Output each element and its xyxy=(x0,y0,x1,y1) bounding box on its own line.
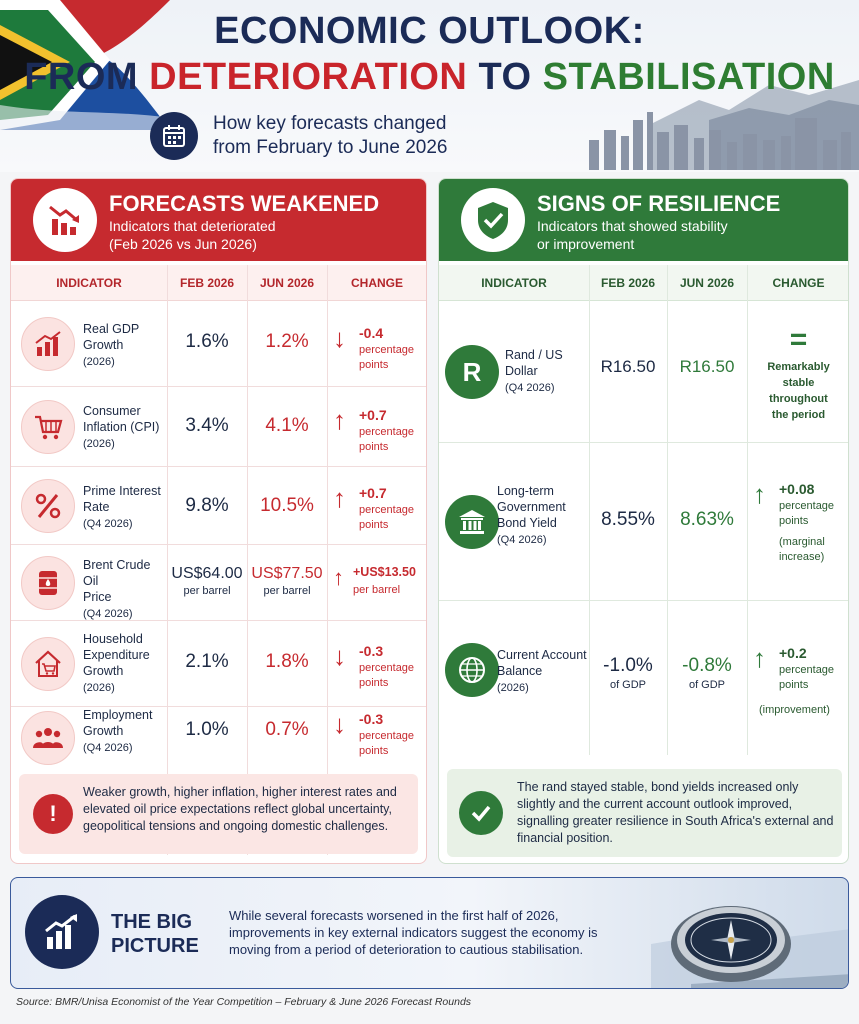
indicator-name-line: Rate xyxy=(83,500,110,514)
indicator-name-line: Growth xyxy=(83,338,124,352)
table-row xyxy=(11,301,426,387)
indicator-period: (Q4 2026) xyxy=(83,742,133,754)
change-value: -0.4 xyxy=(359,325,384,341)
change-note: (marginal increase) xyxy=(779,536,825,563)
table-row xyxy=(439,443,848,601)
arrow-up-icon: ↑ xyxy=(753,479,766,509)
indicator-name-line: Real GDP xyxy=(83,322,140,336)
indicator-name-line: Government xyxy=(497,500,566,514)
arrow-down-icon: ↓ xyxy=(333,323,346,353)
arrow-up-icon: ↑ xyxy=(333,405,346,435)
resilience-col-feb: FEB 2026 xyxy=(600,276,656,290)
change-cell xyxy=(333,407,425,457)
weakened-note-box xyxy=(19,774,418,854)
forecasts-weakened-panel xyxy=(10,178,427,864)
resilience-subtitle-line-1: Indicators that showed stability xyxy=(537,218,728,234)
feb-value-number: US$64.00 xyxy=(171,565,243,582)
indicator-name-line: Expenditure xyxy=(83,648,150,662)
resilience-note-text: The rand stayed stable, bond yields increased only slightly and the current account outlook improved, signalling greater resilience in South Africa's external and financial position. xyxy=(517,780,834,845)
jun-value: 10.5% xyxy=(260,495,314,516)
indicator-name xyxy=(83,403,167,452)
indicator-period: (2026) xyxy=(83,356,115,368)
feb-value: 8.55% xyxy=(601,509,655,530)
jun-value: 8.63% xyxy=(680,509,734,530)
jun-value xyxy=(667,655,747,691)
indicator-name-line: Growth xyxy=(83,724,124,738)
signs-of-resilience-panel xyxy=(438,178,849,864)
change-value: +0.2 xyxy=(779,645,807,661)
table-row xyxy=(11,621,426,707)
jun-value-unit: per barrel xyxy=(263,585,311,597)
indicator-period: (2026) xyxy=(83,438,115,450)
weakened-col-jun: JUN 2026 xyxy=(259,276,315,290)
rand-icon: R xyxy=(445,345,499,399)
feb-value: 3.4% xyxy=(185,415,229,436)
indicator-name xyxy=(83,557,169,622)
subtitle xyxy=(213,112,553,160)
big-picture-title-line-1: THE BIG xyxy=(111,911,193,933)
weakened-col-indicator: INDICATOR xyxy=(56,276,122,290)
check-icon xyxy=(459,791,503,835)
feb-value: 1.6% xyxy=(185,331,229,352)
indicator-name-line: Household xyxy=(83,632,143,646)
table-row xyxy=(11,545,426,621)
change-unit: percentage points xyxy=(359,426,415,453)
change-value: -0.3 xyxy=(359,711,384,727)
change-value: -0.3 xyxy=(359,643,384,659)
indicator-name-line: Balance xyxy=(497,664,543,678)
feb-value-unit: of GDP xyxy=(609,679,647,691)
feb-value: 9.8% xyxy=(185,495,229,516)
resilience-col-change: CHANGE xyxy=(772,276,825,290)
growth-chart-icon xyxy=(25,895,99,969)
weakened-col-change: CHANGE xyxy=(350,276,403,290)
declining-chart-icon xyxy=(33,188,97,252)
jun-value: R16.50 xyxy=(679,357,735,376)
title-word-deterioration: DETERIORATION xyxy=(149,56,468,98)
feb-value xyxy=(167,565,247,597)
indicator-name-line: Long-term xyxy=(497,484,554,498)
resilience-col-jun: JUN 2026 xyxy=(679,276,735,290)
weakened-header xyxy=(11,179,426,261)
change-unit: Remarkably stable throughout the period xyxy=(767,361,830,421)
title-word-to: TO xyxy=(478,56,532,98)
arrow-up-icon: ↑ xyxy=(333,483,346,513)
jun-value: 4.1% xyxy=(265,415,309,436)
table-row xyxy=(11,467,426,545)
indicator-name xyxy=(83,707,167,756)
indicator-name-line: Inflation (CPI) xyxy=(83,420,160,434)
big-picture-title-line-2: PICTURE xyxy=(111,935,199,957)
indicator-period: (Q4 2026) xyxy=(83,608,133,620)
indicator-name-line: Brent Crude Oil xyxy=(83,558,151,588)
jun-value-number: -0.8% xyxy=(682,655,732,676)
change-unit: percentage points xyxy=(779,664,835,691)
indicator-period: (Q4 2026) xyxy=(505,382,555,394)
jun-value xyxy=(247,565,327,597)
change-unit: per barrel xyxy=(353,584,401,596)
resilience-header xyxy=(439,179,848,261)
equal-icon: = xyxy=(789,323,808,356)
feb-value xyxy=(589,655,667,691)
header xyxy=(0,0,859,172)
change-cell xyxy=(333,565,427,609)
change-value: +0.7 xyxy=(359,485,387,501)
subtitle-line-1: How key forecasts changed xyxy=(213,113,447,134)
feb-value-number: -1.0% xyxy=(603,655,653,676)
resilience-subtitle-line-2: or improvement xyxy=(537,236,635,252)
change-cell xyxy=(753,645,849,735)
title-word-stabilisation: STABILISATION xyxy=(542,56,835,98)
people-icon xyxy=(21,711,75,765)
table-row xyxy=(11,707,426,769)
indicator-name xyxy=(83,321,167,370)
feb-value-unit: per barrel xyxy=(183,585,231,597)
percent-icon xyxy=(21,479,75,533)
arrow-up-icon: ↑ xyxy=(333,565,344,590)
indicator-name-line: Employment xyxy=(83,708,153,722)
calendar-icon xyxy=(150,112,198,160)
resilience-title: SIGNS OF RESILIENCE xyxy=(537,191,781,216)
title-word-from: FROM xyxy=(24,56,139,98)
change-unit: percentage points xyxy=(359,730,415,757)
indicator-name xyxy=(497,483,587,548)
indicator-name-line: Rand / US Dollar xyxy=(505,348,563,378)
change-cell xyxy=(333,485,425,535)
source-note: Source: BMR/Unisa Economist of the Year Competition – February & June 2026 Forecast Rounds xyxy=(16,996,472,1008)
jun-value: 1.2% xyxy=(265,331,309,352)
indicator-period: (Q4 2026) xyxy=(497,534,547,546)
change-cell xyxy=(333,643,425,693)
feb-value: R16.50 xyxy=(600,357,656,376)
arrow-down-icon: ↓ xyxy=(333,709,346,739)
indicator-name xyxy=(83,631,167,696)
jun-value: 0.7% xyxy=(265,719,309,740)
weakened-title: FORECASTS WEAKENED xyxy=(109,191,380,216)
indicator-name xyxy=(497,647,589,696)
weakened-subtitle-line-2: (Feb 2026 vs Jun 2026) xyxy=(109,236,257,252)
big-picture-title xyxy=(111,910,221,958)
indicator-name xyxy=(505,347,591,396)
change-unit: percentage points xyxy=(359,344,415,371)
table-row xyxy=(439,601,848,763)
indicator-name-line: Growth xyxy=(83,664,124,678)
indicator-name-line: Consumer xyxy=(83,404,141,418)
big-picture-text: While several forecasts worsened in the first half of 2026, improvements in key external indicators suggest the economy is moving from a period of deterioration to cautious stabilisation. xyxy=(229,908,598,957)
bank-icon xyxy=(445,495,499,549)
shopping-cart-icon xyxy=(21,400,75,454)
resilience-subtitle xyxy=(537,217,837,253)
arrow-up-icon: ↑ xyxy=(753,643,766,673)
table-row xyxy=(11,387,426,467)
indicator-period: (Q4 2026) xyxy=(83,518,133,530)
subtitle-block xyxy=(150,108,550,164)
feb-value: 2.1% xyxy=(185,651,229,672)
change-value: +US$13.50 xyxy=(353,565,416,579)
weakened-col-feb: FEB 2026 xyxy=(179,276,235,290)
globe-icon xyxy=(445,643,499,697)
page-title-line-1: ECONOMIC OUTLOOK: xyxy=(214,10,645,52)
indicator-name xyxy=(83,483,167,532)
jun-value: 1.8% xyxy=(265,651,309,672)
change-note: (improvement) xyxy=(759,704,830,716)
weakened-subtitle xyxy=(109,217,409,253)
bar-chart-icon xyxy=(21,317,75,371)
indicator-name-line: Prime Interest xyxy=(83,484,161,498)
change-value: +0.7 xyxy=(359,407,387,423)
indicator-period: (2026) xyxy=(497,682,529,694)
resilience-note-box xyxy=(447,769,842,857)
change-cell xyxy=(753,481,849,571)
jun-value-number: US$77.50 xyxy=(251,565,323,582)
subtitle-line-2: from February to June 2026 xyxy=(213,137,448,158)
change-unit: percentage points xyxy=(359,662,415,689)
shield-check-icon xyxy=(461,188,525,252)
jun-value-unit: of GDP xyxy=(688,679,726,691)
change-cell xyxy=(333,325,425,375)
indicator-name-line: Current Account xyxy=(497,648,587,662)
oil-barrel-icon xyxy=(21,556,75,610)
feb-value: 1.0% xyxy=(185,719,229,740)
change-cell xyxy=(747,325,849,423)
page-title-line-2 xyxy=(0,56,859,99)
change-cell xyxy=(333,711,425,761)
indicator-name-line: Bond Yield xyxy=(497,516,557,530)
change-value: +0.08 xyxy=(779,481,815,497)
weakened-subtitle-line-1: Indicators that deteriorated xyxy=(109,218,276,234)
house-cart-icon xyxy=(21,637,75,691)
compass-image xyxy=(651,884,849,988)
arrow-down-icon: ↓ xyxy=(333,641,346,671)
table-row xyxy=(439,301,848,443)
change-unit: percentage points xyxy=(779,500,835,527)
indicator-period: (2026) xyxy=(83,682,115,694)
alert-icon: ! xyxy=(33,794,73,834)
big-picture-banner xyxy=(10,877,849,989)
change-unit: percentage points xyxy=(359,504,415,531)
indicator-name-line: Price xyxy=(83,590,112,604)
resilience-col-indicator: INDICATOR xyxy=(481,276,547,290)
weakened-note-text: Weaker growth, higher inflation, higher interest rates and elevated oil price expectations reflect global uncertainty, geopolitical tensions and ongoing domestic challenges. xyxy=(83,785,397,833)
